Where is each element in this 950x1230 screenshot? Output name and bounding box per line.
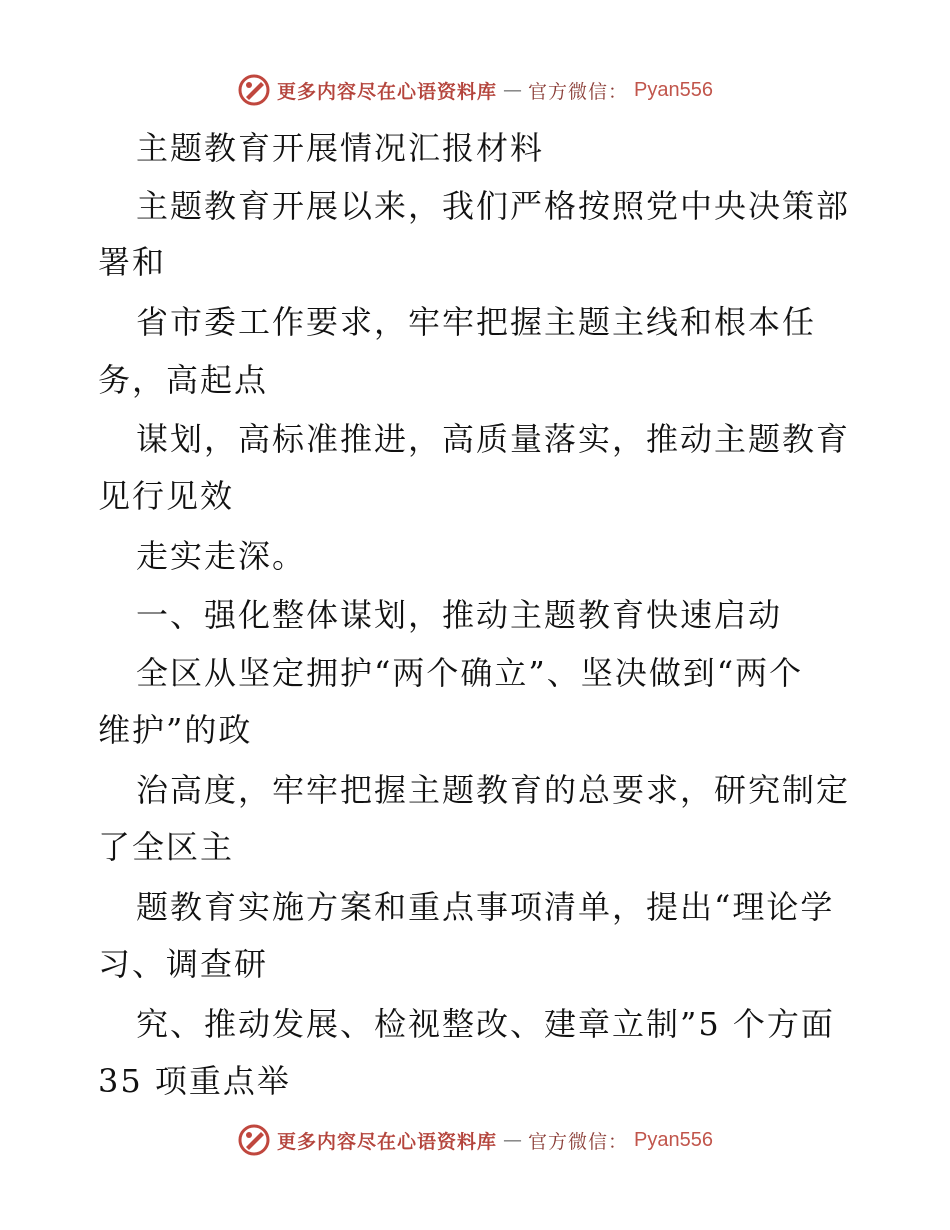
banner-text: 更多内容尽在心语资料库 — [277, 1130, 498, 1153]
text-line: 习、调查研 — [98, 945, 269, 983]
logo-icon — [237, 1123, 271, 1157]
text-line: 维护”的政 — [98, 711, 253, 749]
banner-text: 更多内容尽在心语资料库 — [277, 80, 498, 103]
text-line: 究、推动发展、检视整改、建章立制”5 个方面 — [136, 1005, 835, 1043]
text-line: 务，高起点 — [98, 361, 269, 399]
text-line: 走实走深。 — [136, 537, 307, 575]
text-line: 谋划，高标准推进，高质量落实，推动主题教育 — [136, 420, 851, 458]
text-line: 了全区主 — [98, 828, 235, 866]
section-heading: 一、强化整体谋划，推动主题教育快速启动 — [136, 596, 783, 634]
text-line: 见行见效 — [98, 477, 235, 515]
text-line: 署和 — [98, 243, 167, 281]
banner-separator: — — [503, 1129, 523, 1151]
banner-separator: — — [503, 79, 523, 101]
banner-label: 官方微信： — [528, 1130, 629, 1153]
logo-icon — [237, 73, 271, 107]
banner-handle: Pyan556 — [634, 1128, 713, 1151]
text-line: 治高度，牢牢把握主题教育的总要求，研究制定 — [136, 771, 851, 809]
header-watermark — [0, 70, 950, 110]
text-line: 主题教育开展以来，我们严格按照党中央决策部 — [136, 187, 851, 225]
text-line: 省市委工作要求，牢牢把握主题主线和根本任 — [136, 303, 817, 341]
text-line: 全区从坚定拥护“两个确立”、坚决做到“两个 — [136, 654, 804, 692]
banner-label: 官方微信： — [528, 80, 629, 103]
text-line: 题教育实施方案和重点事项清单，提出“理论学 — [136, 888, 835, 926]
document-title: 主题教育开展情况汇报材料 — [136, 129, 545, 167]
text-line: 35 项重点举 — [98, 1062, 291, 1100]
banner-handle: Pyan556 — [634, 78, 713, 101]
footer-watermark — [0, 1120, 950, 1160]
